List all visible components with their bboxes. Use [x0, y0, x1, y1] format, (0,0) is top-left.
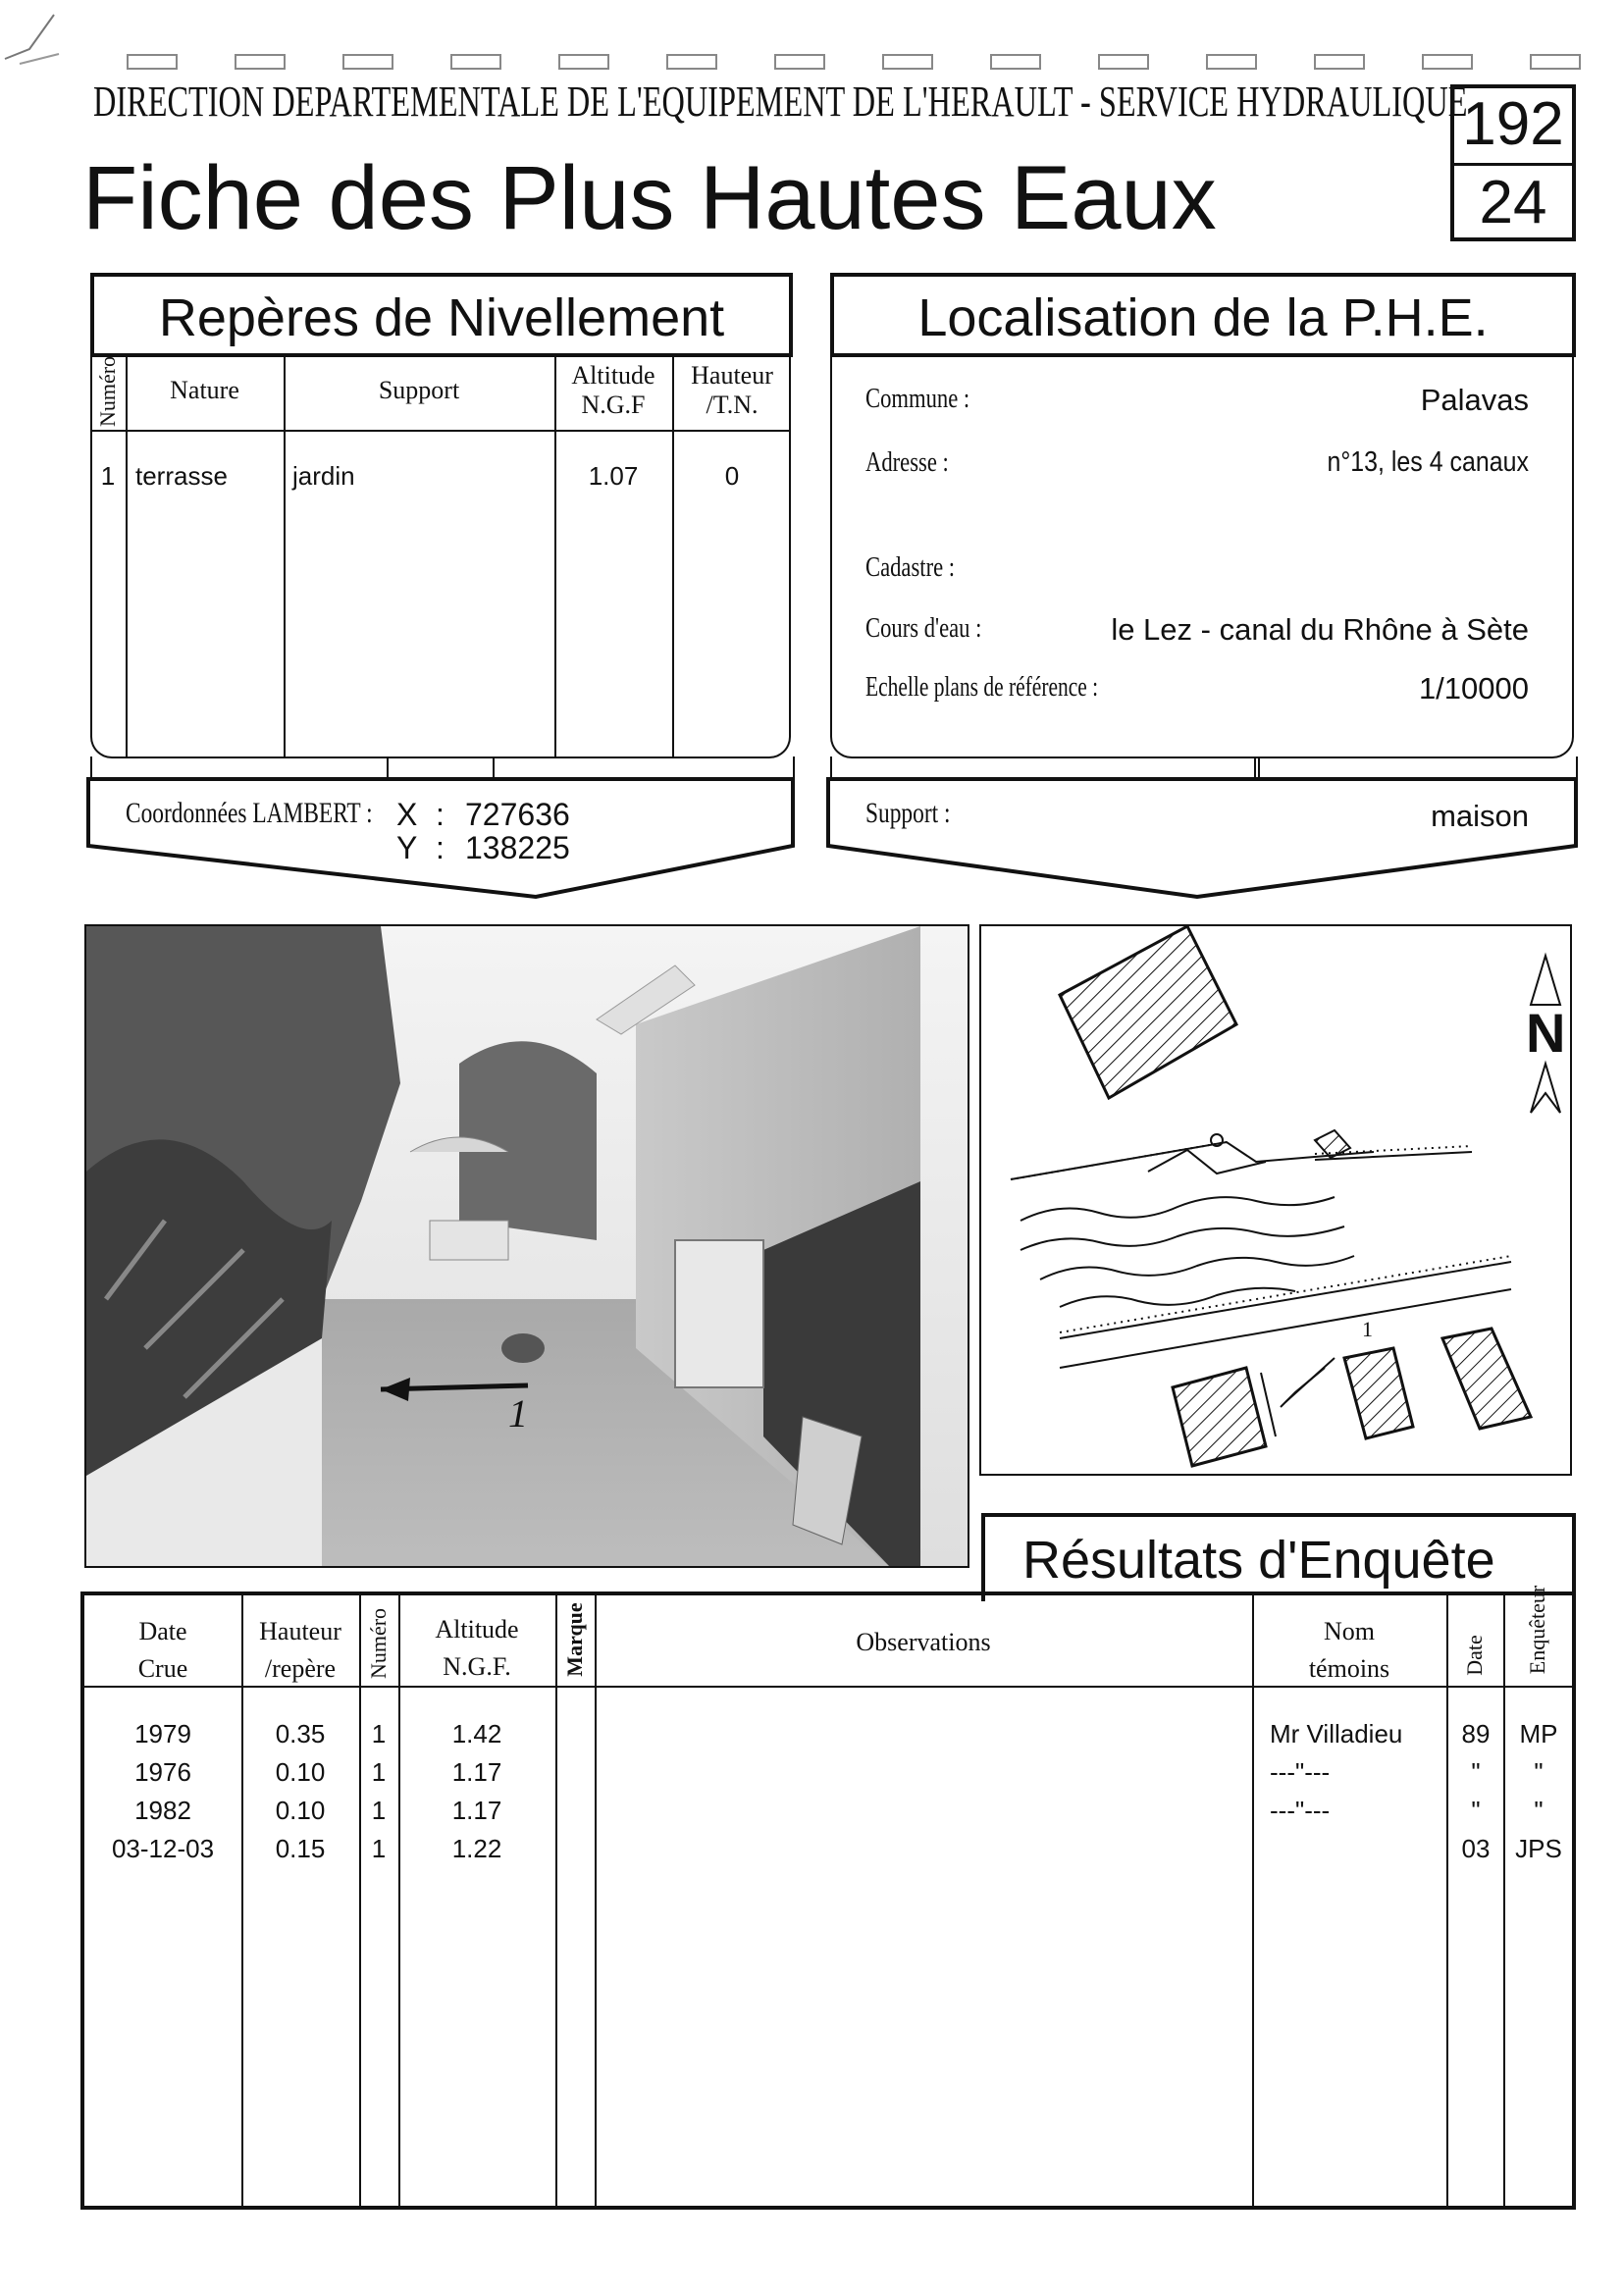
support-label: Support :: [865, 797, 951, 829]
x-label: X: [396, 797, 418, 832]
reperes-col-hauteur: Hauteur /T.N.: [691, 361, 773, 419]
resultats-col-hauteur: Hauteur /repère: [259, 1617, 341, 1683]
support-value: maison: [1431, 799, 1529, 833]
x-value: 727636: [465, 797, 570, 832]
binder-strip: [59, 51, 1590, 73]
commune-value: Palavas: [1420, 383, 1529, 417]
page-title: Fiche des Plus Hautes Eaux: [82, 148, 1217, 248]
resultats-col-temoins: Nom témoins: [1308, 1617, 1390, 1683]
resultats-col-enqueteur: Enquêteur: [1525, 1585, 1549, 1675]
site-photo: [84, 924, 969, 1568]
reperes-col-altitude: Altitude N.G.F: [571, 361, 655, 419]
reperes-row-numero: 1: [100, 461, 116, 491]
y-value: 138225: [465, 830, 570, 865]
reperes-title: Repères de Nivellement: [158, 288, 725, 347]
reperes-col-numero: Numéro: [95, 355, 120, 428]
y-label: Y: [396, 830, 418, 865]
cours-eau-label: Cours d'eau :: [865, 612, 982, 644]
photo-marker-label: 1: [508, 1391, 528, 1435]
cours-eau-value: le Lez - canal du Rhône à Sète: [1111, 612, 1529, 647]
department-heading: DIRECTION DEPARTEMENTALE DE L'EQUIPEMENT DE L'HERAULT - SERVICE HYDRAULIQUE: [93, 78, 1468, 126]
resultats-col-numero: Numéro: [366, 1607, 391, 1680]
north-label: N: [1526, 1002, 1566, 1064]
echelle-value: 1/10000: [1418, 671, 1529, 705]
resultats-col-marque: Marque: [562, 1602, 587, 1677]
reperes-row-altitude: 1.07: [588, 461, 639, 491]
echelle-label: Echelle plans de référence :: [865, 671, 1099, 703]
adresse-value: n°13, les 4 canaux: [1327, 446, 1529, 478]
resultats-col-observations: Observations: [856, 1628, 991, 1656]
torn-edge-mark: [0, 10, 69, 69]
reperes-col-support: Support: [378, 376, 460, 404]
north-arrow-icon: [1526, 956, 1565, 1113]
reference-bottom: 24: [1479, 169, 1547, 236]
location-map: [979, 924, 1572, 1476]
reference-top: 192: [1462, 90, 1564, 158]
adresse-label: Adresse :: [865, 446, 949, 478]
resultats-title: Résultats d'Enquête: [1022, 1531, 1495, 1590]
reference-box: [1450, 84, 1576, 241]
reperes-row-hauteur: 0: [724, 461, 740, 491]
resultats-col-date-crue: Date Crue: [137, 1617, 188, 1683]
reperes-row-support: jardin: [292, 461, 355, 491]
localisation-title-box: [830, 273, 1576, 357]
localisation-title: Localisation de la P.H.E.: [917, 288, 1489, 347]
coordinates-label: Coordonnées LAMBERT :: [126, 797, 373, 829]
resultats-col-altitude: Altitude N.G.F.: [435, 1615, 519, 1681]
resultats-col-date: Date: [1462, 1635, 1487, 1676]
reperes-row-nature: terrasse: [135, 461, 228, 491]
reperes-title-box: [90, 273, 793, 357]
cadastre-label: Cadastre :: [865, 551, 956, 583]
support-arrow: [824, 775, 1582, 903]
reperes-col-nature: Nature: [170, 376, 239, 404]
resultats-title-box: [981, 1513, 1576, 1601]
map-marker-label: 1: [1362, 1317, 1373, 1341]
commune-label: Commune :: [865, 383, 970, 414]
